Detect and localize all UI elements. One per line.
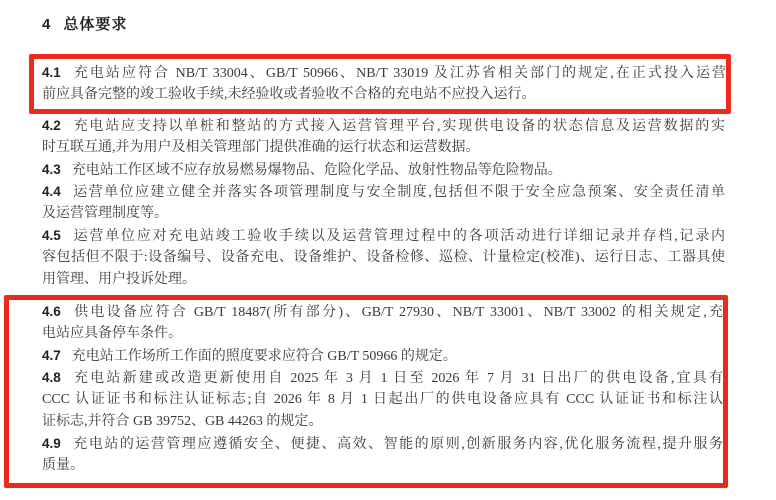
- clause-line: 前应具备完整的竣工验收手续,未经验收或者验收不合格的充电站不应投入运行。: [42, 87, 536, 102]
- clause-line: 4.9 充电站的运营管理应遵循安全、便捷、高效、智能的原则,创新服务内容,优化服务流程,提升服务: [42, 436, 723, 452]
- highlight-box-1: [29, 54, 731, 114]
- clause-line: 电站应具备停车条件。: [42, 326, 182, 341]
- clause-line: 容包括但不限于:设备编号、设备充电、设备维护、设备检修、巡检、计量检定(校准)、运行日志、工器具使: [42, 250, 725, 265]
- clause-line: 时互联互通,并为用户及相关管理部门提供准确的运行状态和运营数据。: [42, 140, 480, 155]
- clause-number: 4.3: [42, 162, 61, 177]
- clause-line: 质量。: [42, 458, 84, 473]
- clause-number: 4.1: [42, 65, 61, 80]
- clause-number: 4.5: [42, 228, 61, 243]
- text-block: [42, 115, 725, 291]
- document-body: [42, 14, 725, 488]
- section-heading: [42, 14, 725, 36]
- section-heading-title: 总体要求: [63, 16, 128, 33]
- clause-4.7: [42, 345, 723, 367]
- clause-4.4: [42, 181, 725, 225]
- clause-4.3: [42, 159, 725, 181]
- clause-number: 4.4: [42, 184, 61, 199]
- clause-4.1: [42, 62, 726, 106]
- clause-line: 4.6 供电设备应符合 GB/T 18487(所有部分)、GB/T 27930、NB/T 33001、NB/T 33002 的相关规定,充: [42, 304, 723, 320]
- clause-4.6: [42, 301, 723, 345]
- clause-number: 4.6: [42, 304, 61, 319]
- clause-line: 4.1 充电站应符合 NB/T 33004、GB/T 50966、NB/T 33019 及江苏省相关部门的规定,在正式投入运营: [42, 65, 726, 81]
- clause-line: 4.8 充电站新建或改造更新使用自 2025 年 3 月 1 日至 2026 年 7 月 31 日出厂的供电设备,宜具有: [42, 370, 723, 386]
- clause-4.2: [42, 115, 725, 159]
- clause-line: 4.2 充电站应支持以单桩和整站的方式接入运营管理平台,实现供电设备的状态信息及运营数据的实: [42, 118, 725, 134]
- section-heading-number: 4: [42, 16, 51, 33]
- clause-number: 4.8: [42, 370, 61, 385]
- clause-line: 证标志,并符合 GB 39752、GB 44263 的规定。: [42, 414, 323, 429]
- clause-line: 4.4 运营单位应建立健全并落实各项管理制度与安全制度,包括但不限于安全应急预案、安全责任清单: [42, 184, 725, 200]
- clause-line: 4.5 运营单位应对充电站竣工验收手续以及运营管理过程中的各项活动进行详细记录并存档,记录内: [42, 228, 725, 244]
- clause-line: 4.7 充电站工作场所工作面的照度要求应符合 GB/T 50966 的规定。: [42, 348, 457, 364]
- clause-line: 及运营管理制度等。: [42, 206, 168, 221]
- clause-line: 4.3 充电站工作区域不应存放易燃易爆物品、危险化学品、放射性物品等危险物品。: [42, 162, 562, 178]
- clause-line: CCC 认证证书和标注认证标志;自 2026 年 8 月 1 日起出厂的供电设备应具有 CCC 认证证书和标注认: [42, 392, 723, 407]
- highlight-box-2: [4, 295, 728, 488]
- clause-4.8: [42, 367, 723, 433]
- clause-number: 4.7: [42, 348, 61, 363]
- clause-number: 4.2: [42, 118, 61, 133]
- clause-4.9: [42, 433, 723, 477]
- clause-number: 4.9: [42, 436, 61, 451]
- clause-4.5: [42, 225, 725, 291]
- clause-line: 用管理、用户投诉处理。: [42, 272, 196, 287]
